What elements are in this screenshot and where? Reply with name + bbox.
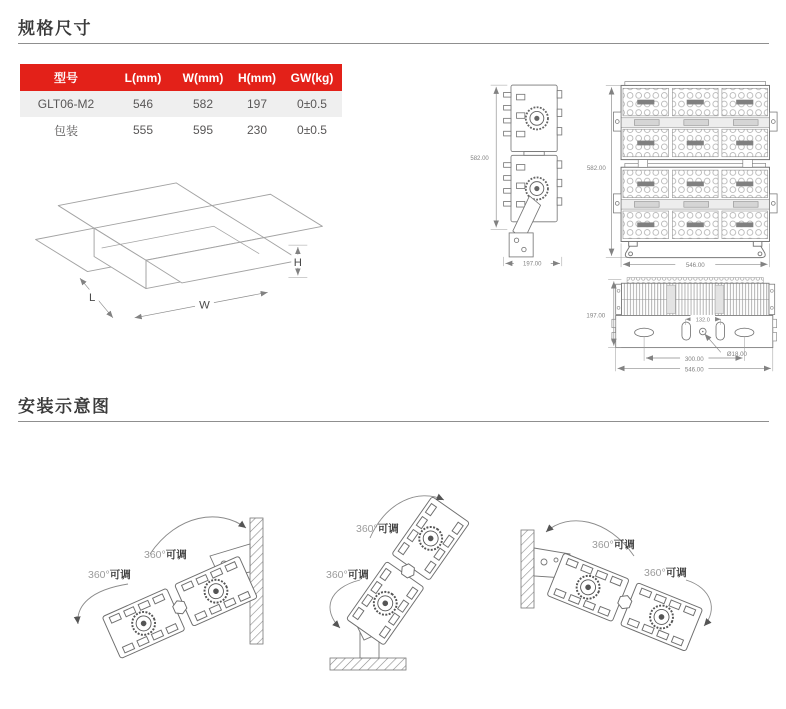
col-header-weight: GW(kg) [282,64,342,91]
dim-bottom-spacing: 300.00 [684,355,704,363]
adjustable-label: 360°可调 [326,569,369,581]
adjustable-label: 360°可调 [592,539,635,551]
bottom-view-heatsink [616,278,775,316]
spec-table-header-row [20,64,342,91]
section-divider [18,421,769,422]
col-header-model: 型号 [20,64,112,91]
col-header-height: H(mm) [232,64,282,91]
dim-front-height: 582.00 [586,165,606,173]
dim-side-depth: 197.00 [523,261,542,268]
wall-surface [250,518,263,644]
adjustable-label: 360°可调 [144,549,187,561]
carton-dim-length: L [89,291,96,304]
cell-weight: 0±0.5 [297,123,327,137]
dim-bottom-depth: 197.00 [586,312,606,320]
dim-bottom-width: 546.00 [684,366,704,374]
side-view-drawing [448,74,598,268]
spec-table-wrap [20,64,342,143]
cell-length: 555 [132,123,154,137]
carton-dim-width: W [199,299,210,312]
front-view-yoke [625,241,765,257]
section-title-specs: 规格尺寸 [18,19,92,38]
wall-surface [521,530,534,608]
carton-box-drawing [28,148,330,348]
install-diagram-ground [298,476,513,688]
col-header-width: W(mm) [174,64,232,91]
cell-model: GLT06-M2 [37,97,95,111]
adjustable-label: 360°可调 [356,523,399,535]
cell-height: 230 [246,123,268,137]
section-title-install: 安装示意图 [18,397,111,416]
ground-surface [330,658,406,670]
dim-bottom-slot: 132.0 [695,317,710,324]
adjustable-label: 360°可调 [88,569,131,581]
carton-dim-height: H [293,256,302,269]
table-row [20,91,342,117]
cell-length: 546 [132,97,154,111]
cell-height: 197 [246,97,268,111]
cell-width: 595 [192,123,214,137]
dim-front-width: 546.00 [685,262,705,270]
install-diagram-wall-right [52,492,287,677]
section-divider [18,43,769,44]
bottom-view-drawing [578,270,784,376]
front-view-drawing [578,74,784,270]
cell-model: 包装 [53,123,78,138]
install-diagram-wall-left [506,492,746,677]
spec-table [20,64,342,143]
dim-side-height: 582.00 [470,155,489,162]
cell-weight: 0±0.5 [297,97,327,111]
adjustable-label: 360°可调 [644,567,687,579]
col-header-length: L(mm) [112,64,174,91]
dim-bottom-hole: Ø18.00 [726,351,747,359]
table-row [20,117,342,143]
carton-outline [36,183,323,289]
cell-width: 582 [192,97,214,111]
